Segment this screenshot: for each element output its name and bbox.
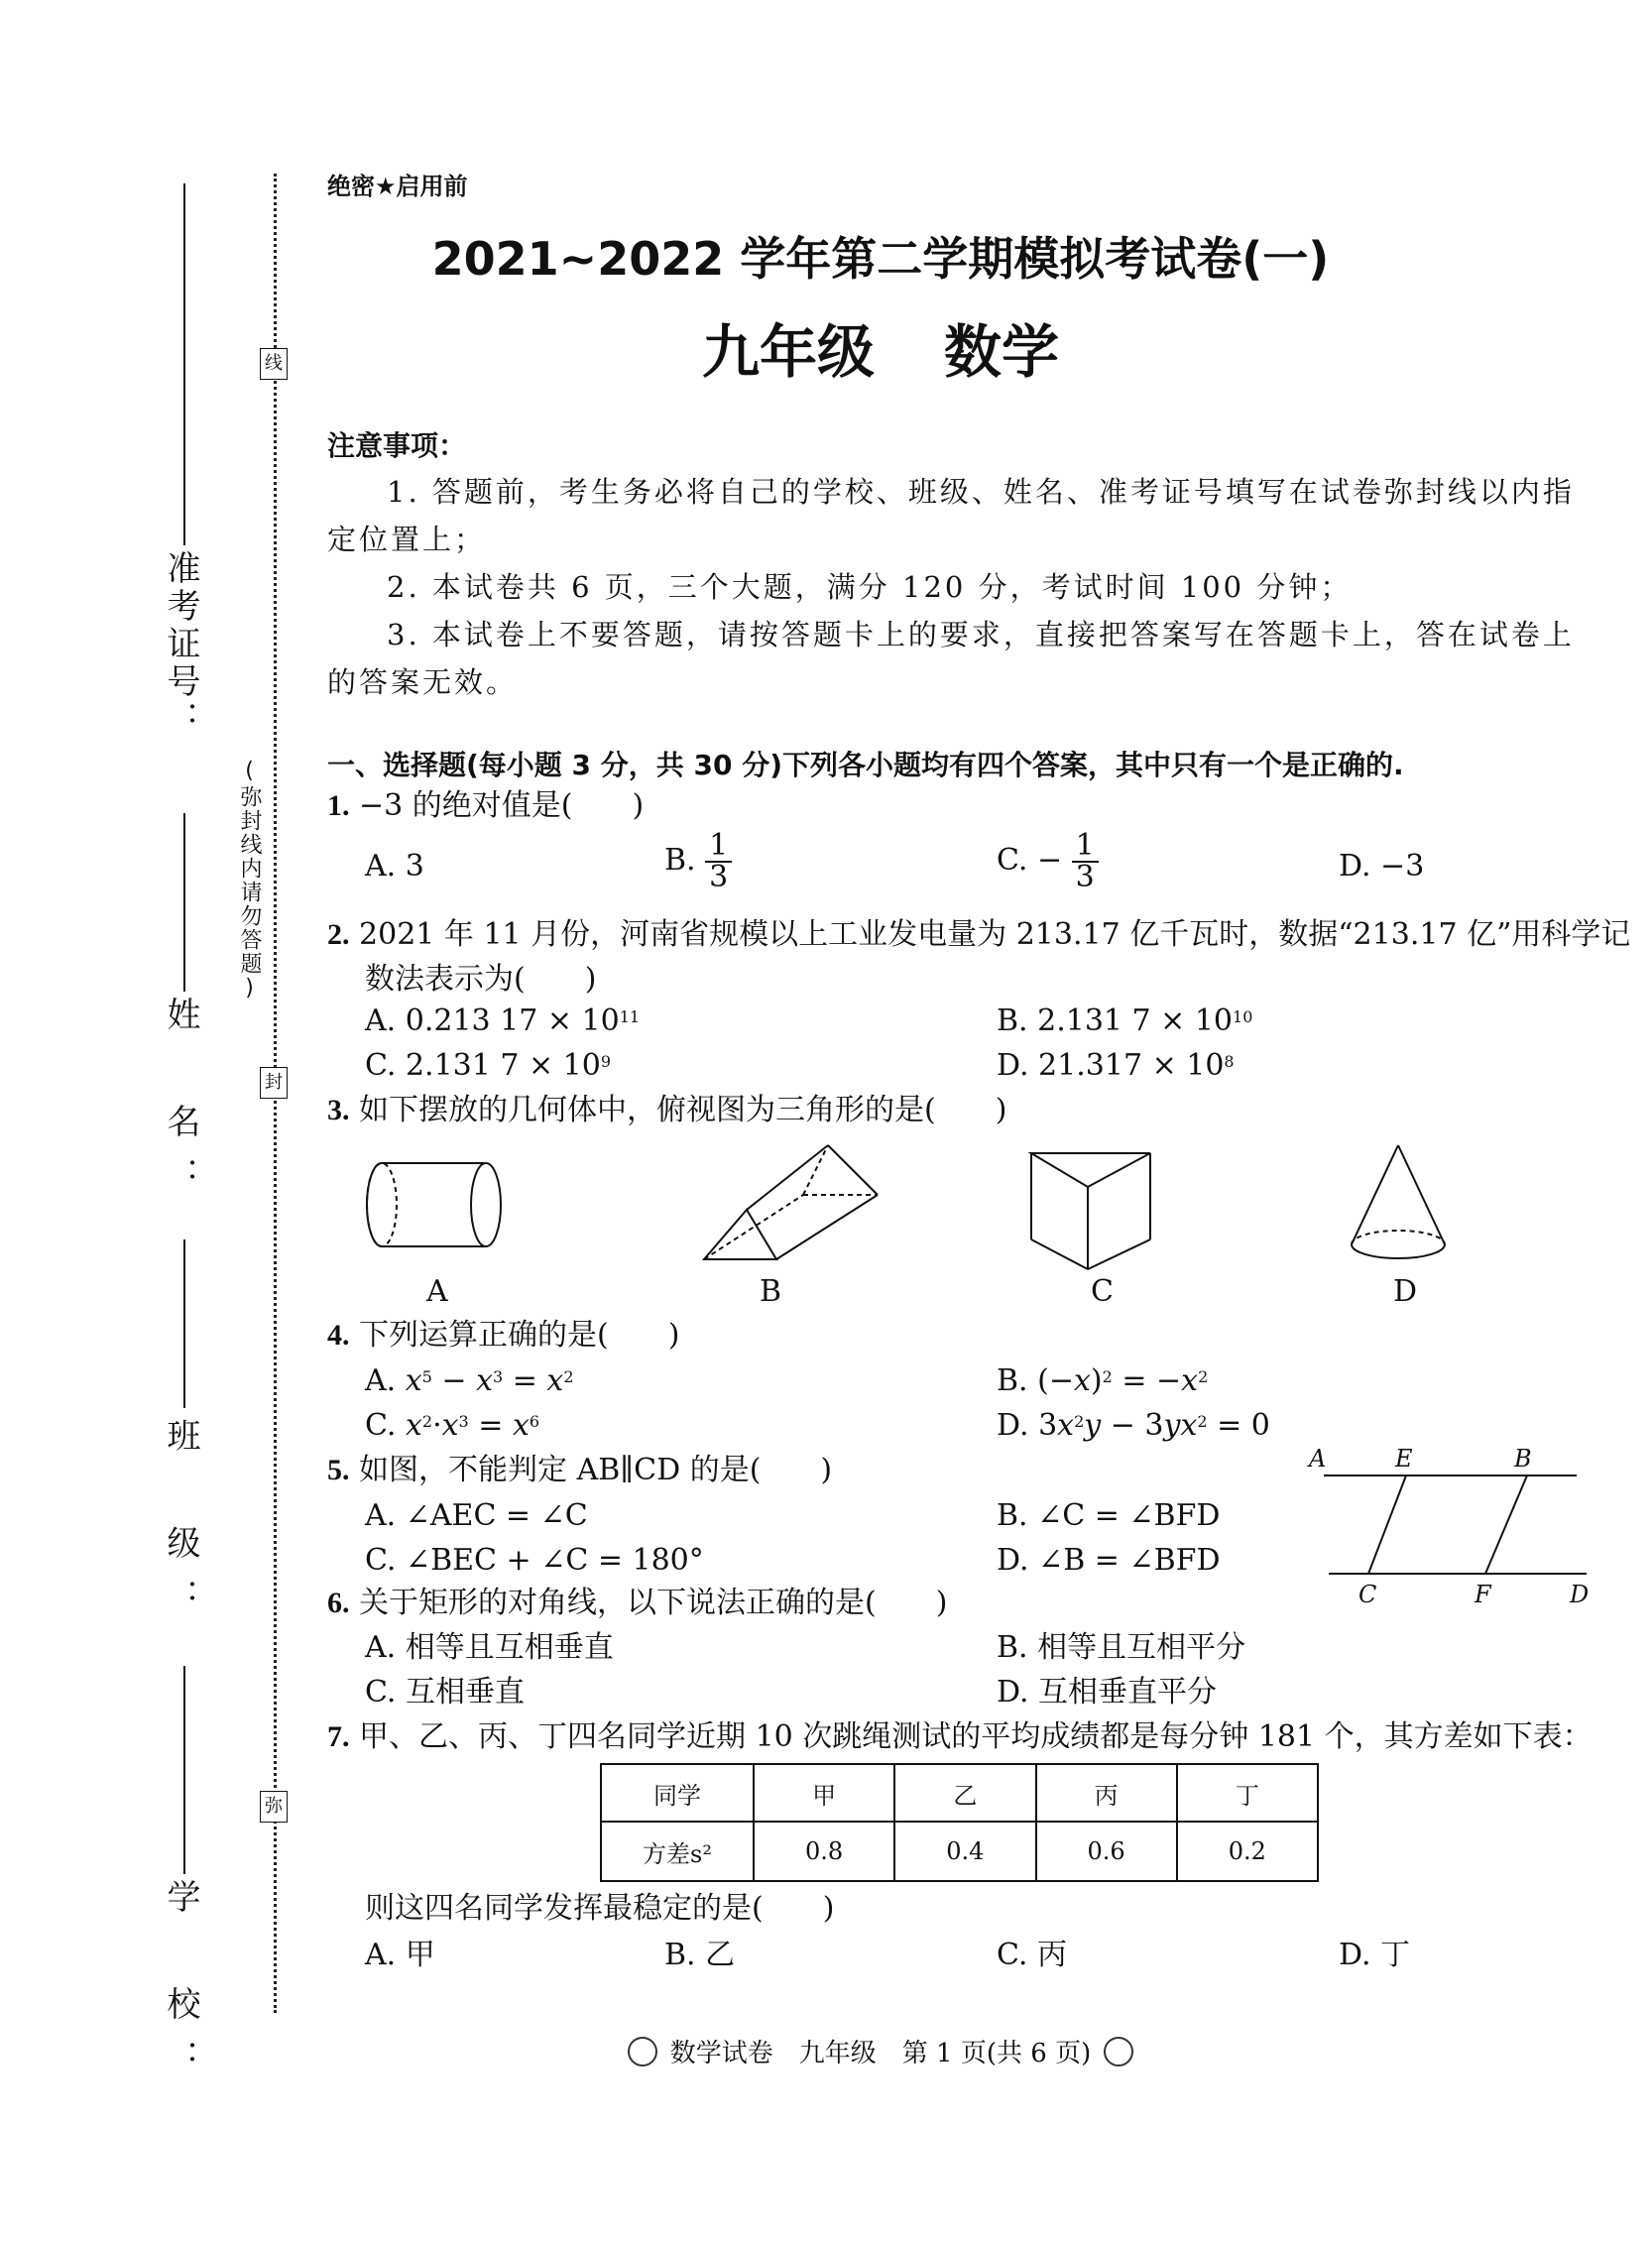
q4-number: 4. (327, 1319, 350, 1352)
q7-th-ding: 丁 (1177, 1764, 1318, 1822)
q6-text: 关于矩形的对角线，以下说法正确的是( ) (359, 1586, 948, 1620)
q1-option-b (664, 828, 732, 894)
q7-th-bing: 丙 (1036, 1764, 1177, 1822)
school-label: 学 校： (161, 1879, 200, 2093)
q2-option-c (365, 1046, 611, 1086)
q5-point-d: D (1570, 1581, 1590, 1608)
footer-logo-left-icon (628, 2037, 657, 2066)
q7-stem (327, 1717, 1593, 1757)
q2-d-exp: 8 (1224, 1052, 1235, 1071)
q5-point-c: C (1358, 1581, 1377, 1608)
seal-note: (弥封线内请勿答题) (237, 759, 262, 1003)
school-line (183, 1666, 185, 1874)
q4-d-prefix: D. (997, 1408, 1039, 1443)
q7-option-b: B. 乙 (664, 1938, 736, 1972)
q2-number: 2. (327, 918, 350, 951)
footer-logo-right-icon (1104, 2037, 1133, 2066)
q4-text: 下列运算正确的是( ) (359, 1318, 680, 1353)
seal-mark-line: 线 (260, 348, 288, 380)
q2-option-a (365, 1002, 640, 1041)
q1-text: −3 的绝对值是( ) (359, 788, 645, 823)
q2-d-base: D. 21.317 × 10 (997, 1048, 1225, 1083)
q5-figure-parallel-lines (1304, 1443, 1601, 1611)
q1-option-c-label: C. − (997, 843, 1063, 878)
q6-stem (327, 1584, 947, 1623)
q3-figure-cone (1344, 1140, 1453, 1269)
q3-number: 3. (327, 1094, 350, 1126)
q4-option-a: A. $x^5 - x^3 = x^2$ (365, 1363, 574, 1398)
q7-th-yi: 乙 (894, 1764, 1035, 1822)
q3-figure-cylinder (362, 1150, 511, 1259)
q1-b-numerator: 1 (705, 831, 732, 863)
q7-value-ding: 0.2 (1177, 1822, 1318, 1881)
q5-point-e: E (1395, 1445, 1413, 1473)
q3-text: 如下摆放的几何体中，俯视图为三角形的是( ) (359, 1093, 1007, 1127)
q3-stem (327, 1091, 1006, 1130)
q5-option-c: C. ∠BEC + ∠C = 180° (365, 1543, 704, 1578)
q2-a-base: A. 0.213 17 × 10 (365, 1003, 620, 1038)
q4-option-b: B. $(-x)^2 = -x^2$ (997, 1363, 1209, 1398)
confidential-mark: 绝密★启用前 (327, 173, 468, 200)
q3-label-d: D (1393, 1274, 1418, 1309)
q2-text: 2021 年 11 月份，河南省规模以上工业发电量为 213.17 亿千瓦时，数据“213.17 亿”用科学记数法表示为( ) (359, 917, 1631, 997)
q7-text: 甲、乙、丙、丁四名同学近期 10 次跳绳测试的平均成绩都是每分钟 181 个，其方差如下表： (359, 1719, 1593, 1754)
q7-table-value-row (601, 1822, 1318, 1881)
footer-text: 数学试卷 九年级 第 1 页(共 6 页) (669, 2039, 1092, 2068)
q3-label-b: B (760, 1274, 782, 1309)
q1-option-c (997, 828, 1099, 894)
q7-row-label: 方差s² (601, 1822, 754, 1881)
notice-item-2: 2. 本试卷共 6 页，三个大题，满分 120 分，考试时间 100 分钟； (387, 570, 1353, 604)
grade-text: 九年级 (701, 318, 875, 386)
q1-option-a: A. 3 (365, 849, 424, 884)
q3-label-a: A (426, 1274, 448, 1309)
exam-title: 2021~2022 学年第二学期模拟考试卷(一) (431, 232, 1330, 286)
q5-option-b: B. ∠C = ∠BFD (997, 1498, 1221, 1533)
q3-label-c: C (1091, 1274, 1114, 1309)
seal-mark-mi: 弥 (260, 1791, 288, 1823)
q7-value-yi: 0.4 (894, 1822, 1035, 1881)
q7-value-jia: 0.8 (754, 1822, 894, 1881)
q1-b-denominator: 3 (709, 860, 729, 894)
q7-option-d: D. 丁 (1339, 1938, 1411, 1972)
notice-item-1: 1. 答题前，考生务必将自己的学校、班级、姓名、准考证号填写在试卷弥封线以内指定位置上； (327, 475, 1575, 556)
seal-mark-seal: 封 (260, 1067, 288, 1099)
name-line (183, 813, 185, 992)
q5-point-f: F (1475, 1581, 1491, 1608)
q5-text: 如图，不能判定 AB∥CD 的是( ) (359, 1453, 833, 1487)
q6-option-c: C. 互相垂直 (365, 1675, 525, 1710)
notice-heading: 注意事项： (327, 429, 467, 462)
q5-number: 5. (327, 1454, 350, 1486)
q1-c-numerator: 1 (1072, 831, 1099, 863)
q2-c-exp: 9 (600, 1052, 612, 1071)
footer (0, 2033, 1652, 2069)
q2-b-exp: 10 (1233, 1007, 1253, 1026)
q3-figure-prism-lying (699, 1140, 897, 1269)
notice-item-3: 3. 本试卷上不要答题，请按答题卡上的要求，直接把答案写在答题卡上，答在试卷上的答案无效。 (327, 618, 1575, 699)
class-line (183, 1239, 185, 1408)
exam-number-label: 准考证号： (161, 550, 200, 739)
q7-follow-question: 则这四名同学发挥最稳定的是( ) (365, 1891, 835, 1926)
q3-figure-prism-standing (1026, 1145, 1165, 1274)
q1-option-b-label: B. (664, 843, 706, 878)
q5-option-d: D. ∠B = ∠BFD (997, 1543, 1221, 1578)
q5-point-a: A (1309, 1445, 1327, 1473)
q6-number: 6. (327, 1587, 350, 1619)
q6-option-a: A. 相等且互相垂直 (365, 1630, 614, 1665)
q1-option-d: D. −3 (1339, 849, 1425, 884)
q7-option-c: C. 丙 (997, 1938, 1067, 1972)
q4-option-c: C. $x^2\cdot x^3 = x^6$ (365, 1408, 540, 1443)
section1-heading: 一、选择题(每小题 3 分，共 30 分)下列各小题均有四个答案，其中只有一个是正确的. (327, 749, 1404, 781)
q4-option-d: D. $3x^2y - 3yx^2 = 0$ (997, 1408, 1270, 1443)
q6-option-d: D. 互相垂直平分 (997, 1675, 1218, 1710)
q7-th-jia: 甲 (754, 1764, 894, 1822)
q2-option-b (997, 1002, 1252, 1041)
q1-number: 1. (327, 789, 350, 822)
class-label: 班 级： (161, 1418, 200, 1632)
q7-value-bing: 0.6 (1036, 1822, 1177, 1881)
q4-a-prefix: A. (365, 1363, 406, 1398)
q5-option-a: A. ∠AEC = ∠C (365, 1498, 588, 1533)
q2-option-d (997, 1046, 1235, 1086)
q7-th-student: 同学 (601, 1764, 754, 1822)
q1-stem (327, 786, 644, 826)
name-label: 姓 名： (161, 997, 200, 1211)
q5-point-b: B (1514, 1445, 1532, 1473)
exam-subtitle (0, 305, 1652, 389)
q2-stem (327, 912, 1634, 1002)
q7-table-header-row (601, 1764, 1318, 1822)
q2-a-exp: 11 (619, 1007, 641, 1026)
subject-text: 数学 (944, 318, 1060, 386)
q7-variance-table (600, 1763, 1319, 1882)
q4-stem (327, 1316, 679, 1356)
q7-option-a: A. 甲 (365, 1938, 435, 1972)
q4-b-prefix: B. (997, 1363, 1038, 1398)
q7-number: 7. (327, 1720, 350, 1753)
q6-option-b: B. 相等且互相平分 (997, 1630, 1246, 1665)
q5-stem (327, 1451, 832, 1490)
q4-c-prefix: C. (365, 1408, 406, 1443)
q2-c-base: C. 2.131 7 × 10 (365, 1048, 601, 1083)
q2-b-base: B. 2.131 7 × 10 (997, 1003, 1234, 1038)
q1-c-denominator: 3 (1075, 860, 1095, 894)
